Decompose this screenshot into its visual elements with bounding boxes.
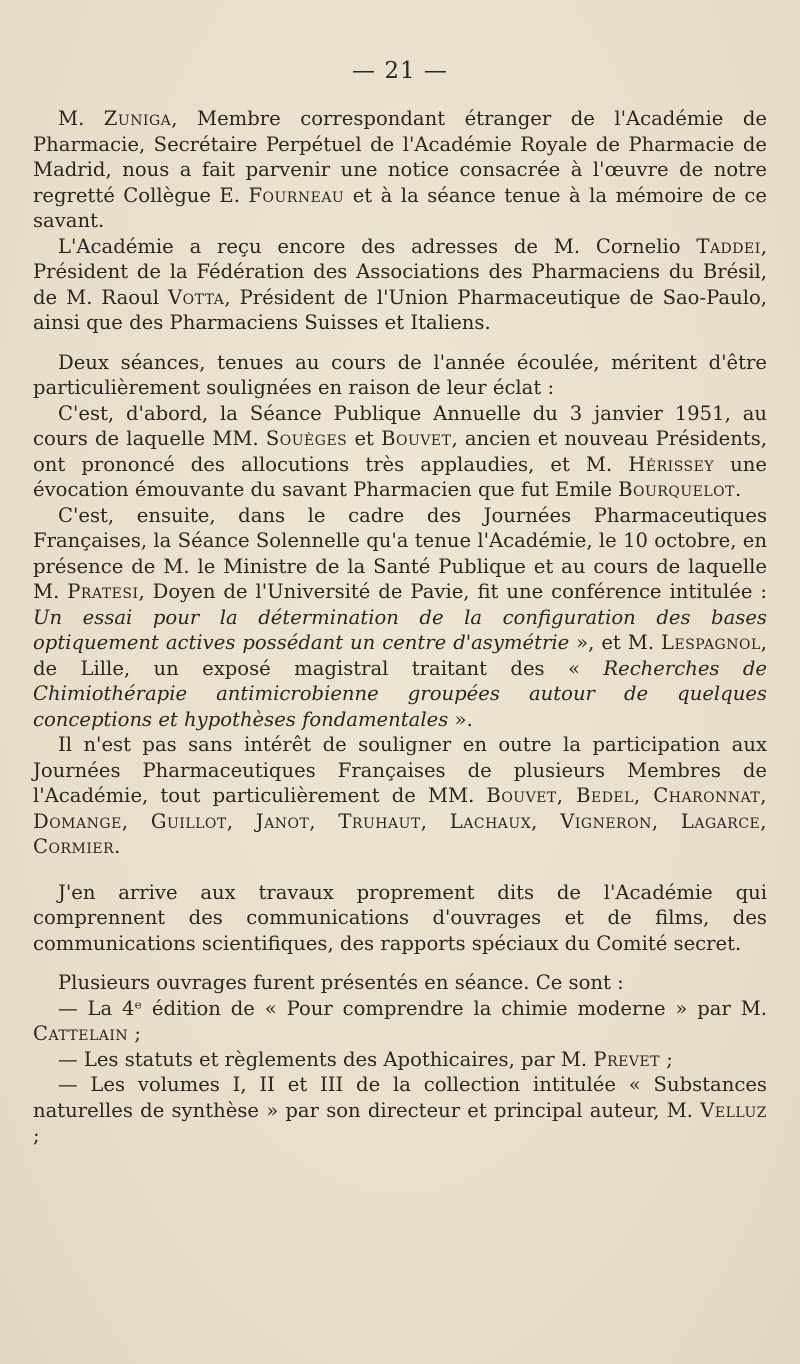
text-run: J'en arrive aux travaux proprement dits de l'Académie qui comprennent des communications d'ouvrages et de films, des communications scientifiques, des rapports spéciaux du Comité secret. [33,880,767,955]
text-run: — La 4ᵉ édition de « Pour comprendre la chimie moderne » par M. [58,996,767,1020]
paragraph-p5 [33,503,767,733]
text-run: . [114,835,121,858]
paragraph-p11 [33,1072,767,1149]
text-run: une évocation émouvante du savant Pharmacien que fut Emile [33,452,768,501]
name-smallcaps: Bouvet [381,427,452,450]
text-run: ; [660,1047,673,1071]
text-run: Plusieurs ouvrages furent présentés en séance. Ce sont : [58,971,624,994]
name-smallcaps: Lespagnol [660,631,761,654]
name-smallcaps: Votta [167,285,225,309]
name-smallcaps: Velluz [700,1098,767,1122]
text-run: et [347,427,382,450]
paragraph-p9 [33,996,767,1047]
body-text [33,106,767,1149]
text-run: , Doyen de l'Université de Pavie, fit une conférence intitulée : [138,580,767,603]
paragraph-p4 [33,401,767,503]
text-run: , ancien et nouveau Présidents, ont prononcé des allocutions très applaudies, et M. [33,427,767,476]
name-smallcaps: Prevet [593,1047,661,1071]
name-smallcaps: Cattelain [33,1022,129,1045]
paragraph-p10 [33,1047,767,1073]
name-smallcaps: Fourneau [248,183,345,207]
name-smallcaps: Pratesi [67,580,139,603]
text-run: ». [448,707,473,731]
text-run: L'Académie a reçu encore des adresses de M. Cornelio [58,234,697,258]
title-italic: Recherches de Chimiothérapie antimicrobienne groupées autour de quelques conceptions et hypothèses fondamentales [33,656,767,731]
text-run: . [734,478,742,501]
text-run: Deux séances, tenues au cours de l'année écoulée, méritent d'être particulièrement soulignées en raison de leur éclat : [33,350,767,399]
text-run: , Président de l'Union Pharmaceutique de Sao-Paulo, ainsi que des Pharmaciens Suisses et Italiens. [33,285,767,334]
paragraph-p7 [33,880,767,957]
name-smallcaps: Bouvet, Bedel, Charonnat, Domange, Guillot, Janot, Truhaut, Lachaux, Vigneron, Lagarce, Cormier [33,784,767,858]
text-run: ; [128,1022,142,1045]
text-run: , de Lille, un exposé magistral traitant des « [33,631,767,680]
name-smallcaps: Zuniga [103,107,172,130]
name-smallcaps: Taddei [696,234,761,258]
name-smallcaps: Hérissey [628,452,715,476]
text-run: , Président de la Fédération des Associations des Pharmaciens du Brésil, de M. Raoul [33,234,767,309]
title-italic: Un essai pour la détermination de la configuration des bases optiquement actives possédant un centre d'asymétrie [33,605,767,654]
text-run: », et M. [569,631,661,654]
paragraph-p6 [33,732,767,860]
text-run: C'est, ensuite, dans le cadre des Journées Pharmaceutiques Françaises, la Séance Solennelle qu'a tenue l'Académie, le 10 octobre, en présence de M. le Ministre de la Santé Publique et au cours de laquelle M. [33,503,767,603]
paragraph-p1 [33,106,767,234]
text-run: et à la séance tenue à la mémoire de ce savant. [33,183,767,232]
text-run: Il n'est pas sans intérêt de souligner en outre la participation aux Journées Pharmaceutiques Françaises de plusieurs Membres de l'Académie, tout particulièrement de MM. [33,733,767,807]
name-smallcaps: Souèges [265,427,348,450]
paragraph-p2 [33,234,767,336]
paragraph-p3 [33,350,767,401]
text-run: — Les volumes I, II et III de la collection intitulée « Substances naturelles de synthèse » par son directeur et principal auteur, M. [33,1073,767,1122]
text-run: ; [33,1124,40,1147]
name-smallcaps: Bourquelot [618,478,735,501]
text-run: — Les statuts et règlements des Apothicaires, par M. [58,1047,594,1071]
text-run: C'est, d'abord, la Séance Publique Annuelle du 3 janvier 1951, au cours de laquelle MM. [33,401,767,450]
paragraph-p8 [33,970,767,996]
text-run: M. [58,107,104,130]
page-number: — 21 — [352,58,448,84]
text-run: , Membre correspondant étranger de l'Académie de Pharmacie, Secrétaire Perpétuel de l'Académie Royale de Pharmacie de Madrid, nous a fait parvenir une notice consacrée à l'œuvre de notre regretté Collègue E. [33,107,768,207]
